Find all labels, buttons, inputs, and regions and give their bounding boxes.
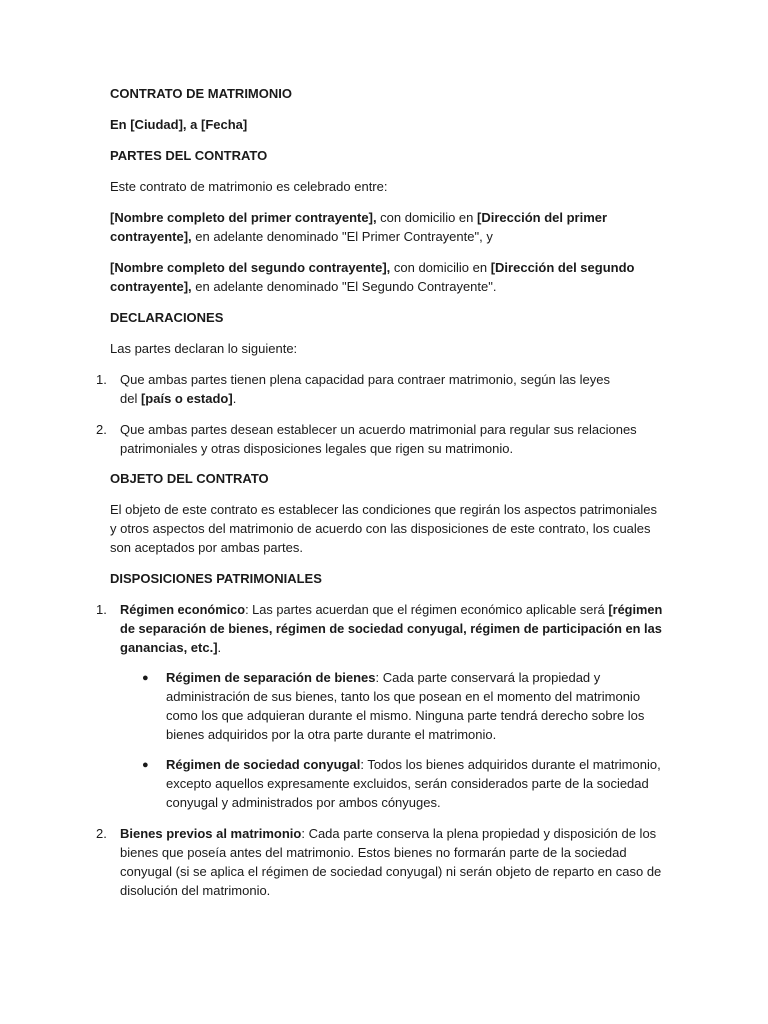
heading-declaraciones: DECLARACIONES [110,310,224,325]
disp1-options: [régimen [608,602,663,617]
disp1-period: . [217,640,222,655]
party1-address: [Dirección del primer [477,210,608,225]
party2-address: [Dirección del segundo [490,260,635,275]
place-date-line: En [Ciudad], a [Fecha] [110,117,248,132]
bullet-icon: ● [142,672,149,684]
bullet1-term: Régimen de separación de bienes [166,670,376,685]
declaration-2-line1: Que ambas partes desean establecer un acuerdo matrimonial para regular sus relaciones [120,422,637,437]
party2-denomination: en adelante denominado "El Segundo Contrayente". [191,279,497,294]
bullet1-line3: como los que adquieran durante el mismo. Ninguna parte tendrá derecho sobre los [166,708,645,723]
heading-objeto: OBJETO DEL CONTRATO [110,471,269,486]
declaration-1-line2 [120,389,236,408]
party2-text: con domicilio en [390,260,491,275]
disp1-line1 [120,600,662,619]
party2-name: [Nombre completo del segundo contrayente], [110,260,391,275]
declarations-intro: Las partes declaran lo siguiente: [110,341,298,356]
disp1-line2: de separación de bienes, régimen de sociedad conyugal, régimen de participación en las [120,621,662,636]
disp2-line2: bienes que poseía antes del matrimonio. Estos bienes no formarán parte de la sociedad [120,845,627,860]
bullet1-line1 [166,668,600,687]
disp1-line3 [120,638,221,657]
declaration-1-line1: Que ambas partes tienen plena capacidad para contraer matrimonio, según las leyes [120,372,610,387]
list-number: 2. [96,422,107,437]
disp2-line1 [120,824,656,843]
list-number: 1. [96,372,107,387]
declaration-1-period: . [232,391,237,406]
disp1-text: : Las partes acuerdan que el régimen económico aplicable será [245,602,609,617]
bullet1-text: : Cada parte conservará la propiedad y [375,670,601,685]
party1-line1 [110,208,607,227]
declaration-2-line2: patrimoniales y otras disposiciones legales que rigen su matrimonio. [120,441,514,456]
bullet1-line4: bienes adquiridos por la otra parte durante el matrimonio. [166,727,497,742]
declaration-1-text: del [120,391,141,406]
heading-disposiciones: DISPOSICIONES PATRIMONIALES [110,571,322,586]
intro-paragraph: Este contrato de matrimonio es celebrado entre: [110,179,388,194]
disp2-line4: disolución del matrimonio. [120,883,271,898]
disp1-options-end: ganancias, etc.] [120,640,218,655]
party1-name: [Nombre completo del primer contrayente], [110,210,377,225]
list-number: 2. [96,826,107,841]
party1-text: con domicilio en [376,210,478,225]
bullet2-text: : Todos los bienes adquiridos durante el matrimonio, [360,757,661,772]
objeto-line3: son aceptados por ambas partes. [110,540,303,555]
party2-line2 [110,277,496,296]
disp2-term: Bienes previos al matrimonio [120,826,302,841]
party2-address-cont: contrayente], [110,279,192,294]
document-title: CONTRATO DE MATRIMONIO [110,86,292,101]
objeto-line1: El objeto de este contrato es establecer las condiciones que regirán los aspectos patrimoniales [110,502,658,517]
party1-denomination: en adelante denominado "El Primer Contrayente", y [191,229,493,244]
disp2-line3: conyugal (si se aplica el régimen de sociedad conyugal) ni serán objeto de reparto en caso de [120,864,662,879]
bullet-icon: ● [142,759,149,771]
party1-line2 [110,227,493,246]
disp2-text: : Cada parte conserva la plena propiedad y disposición de los [301,826,657,841]
party1-address-cont: contrayente], [110,229,192,244]
party2-line1 [110,258,634,277]
disp1-term: Régimen económico [120,602,246,617]
declaration-1-country: [país o estado] [140,391,233,406]
bullet2-line1 [166,755,661,774]
list-number: 1. [96,602,107,617]
bullet1-line2: administración de sus bienes, tanto los que posean en el momento del matrimonio [166,689,641,704]
bullet2-term: Régimen de sociedad conyugal [166,757,361,772]
bullet2-line3: conyugal y administrados por ambos cónyuges. [166,795,441,810]
bullet2-line2: excepto aquellos expresamente excluidos, serán considerados parte de la sociedad [166,776,649,791]
heading-partes: PARTES DEL CONTRATO [110,148,268,163]
objeto-line2: y otros aspectos del matrimonio de acuerdo con las disposiciones de este contrato, los cuales [110,521,651,536]
